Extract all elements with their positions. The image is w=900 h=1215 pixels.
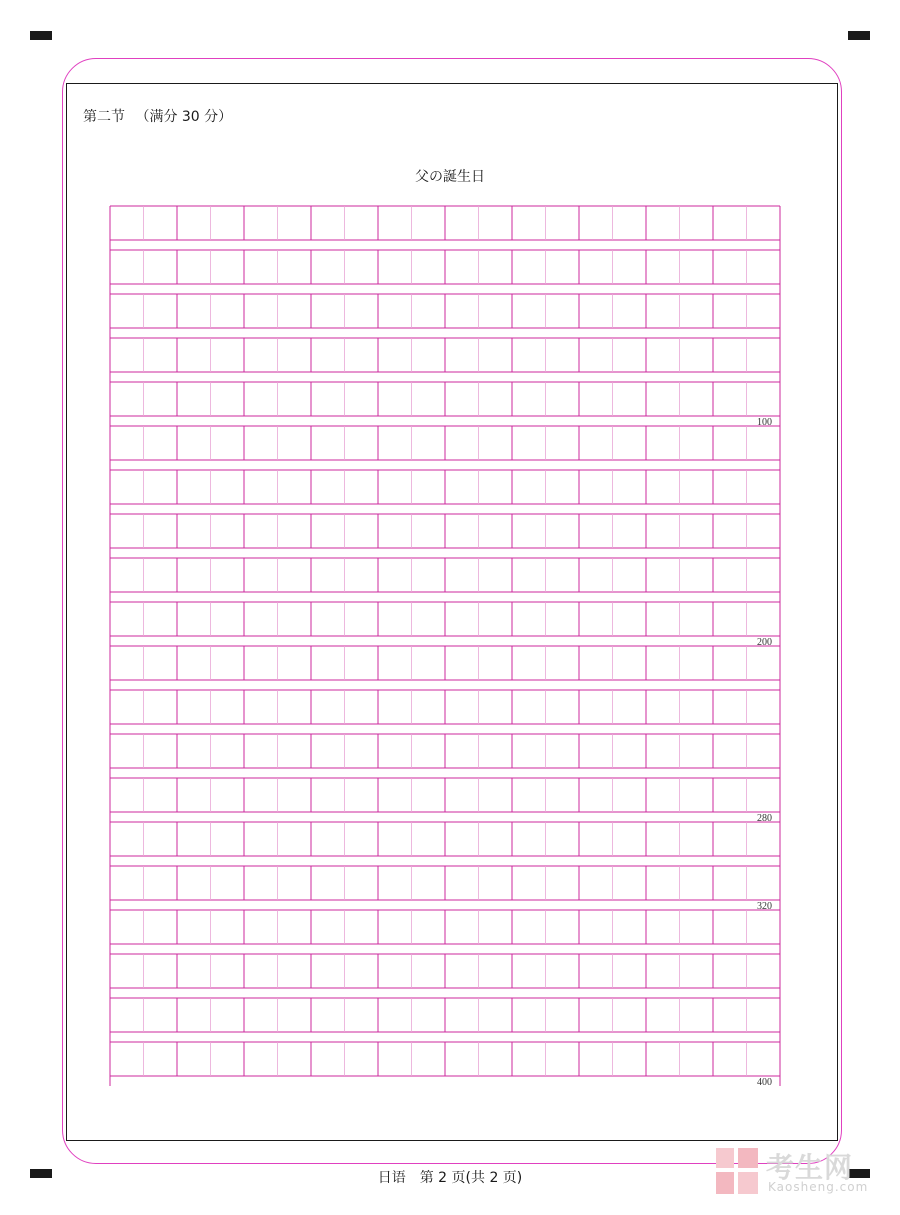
character-count-marker: 320 bbox=[757, 901, 772, 912]
kaosheng-logo-icon bbox=[716, 1148, 758, 1194]
character-count-marker: 100 bbox=[757, 417, 772, 428]
character-count-marker: 200 bbox=[757, 637, 772, 648]
logo-name: 考生网 bbox=[766, 1151, 854, 1184]
section-label: 第二节 bbox=[83, 109, 125, 125]
section-score: （满分 30 分） bbox=[135, 109, 233, 125]
logo-domain: Kaosheng.com bbox=[768, 1180, 869, 1194]
character-count-marker: 400 bbox=[757, 1077, 772, 1088]
kaosheng-logo bbox=[716, 1146, 878, 1198]
page-footer: 日语 第 2 页(共 2 页) bbox=[377, 1170, 523, 1186]
essay-title: 父の誕生日 bbox=[415, 169, 485, 185]
character-count-marker: 280 bbox=[757, 813, 772, 824]
